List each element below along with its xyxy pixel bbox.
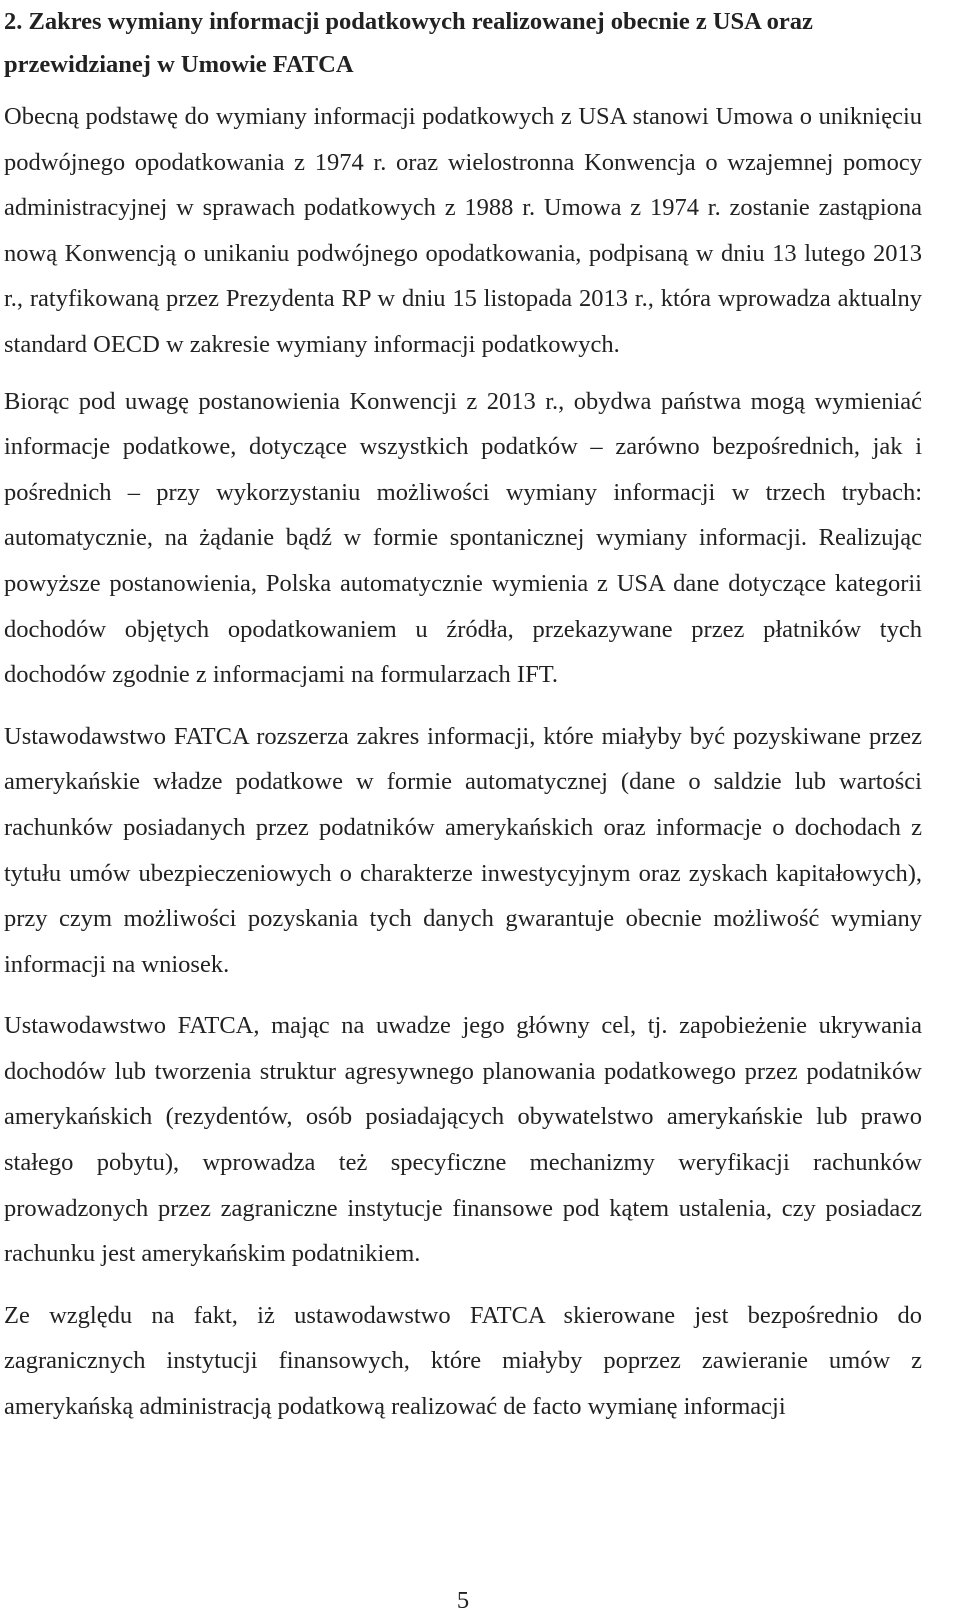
document-page [4, 0, 922, 1430]
paragraph-fatca-institutions: Ze względu na fakt, iż ustawodawstwo FATCA skierowane jest bezpośrednio do zagranicznych instytucji finansowych, które miałyby poprzez zawieranie umów z amerykańską administracją podatkową realizować de facto wymianę informacji [4, 1301, 922, 1421]
paragraph-fatca-scope: Ustawodawstwo FATCA rozszerza zakres informacji, które miałyby być pozyskiwane przez amerykańskie władze podatkowe w formie automatycznej (dane o saldzie lub wartości rachunków posiadanych przez podatników amerykańskich oraz informacje o dochodach z tytułu umów ubezpieczeniowych o charakterze inwestycyjnym oraz zyskach kapitałowych), przy czym możliwości pozyskania tych danych gwarantuje obecnie możliwość wymiany informacji na wniosek. [4, 722, 922, 978]
paragraph-convention-2013: Biorąc pod uwagę postanowienia Konwencji z 2013 r., obydwa państwa mogą wymieniać informacje podatkowe, dotyczące wszystkich podatków – zarówno bezpośrednich, jak i pośrednich – przy wykorzystaniu możliwości wymiany informacji w trzech trybach: automatycznie, na żądanie bądź w formie spontanicznej wymiany informacji. Realizując powyższe postanowienia, Polska automatycznie wymienia z USA dane dotyczące kategorii dochodów objętych opodatkowaniem u źródła, przekazywane przez płatników tych dochodów zgodnie z informacjami na formularzach IFT. [4, 387, 922, 689]
paragraph-legal-basis: Obecną podstawę do wymiany informacji podatkowych z USA stanowi Umowa o uniknięciu podwójnego opodatkowania z 1974 r. oraz wielostronna Konwencja o wzajemnej pomocy administracyjnej w sprawach podatkowych z 1988 r. Umowa z 1974 r. zostanie zastąpiona nową Konwencją o unikaniu podwójnego opodatkowania, podpisaną w dniu 13 lutego 2013 r., ratyfikowaną przez Prezydenta RP w dniu 15 listopada 2013 r., która wprowadza aktualny standard OECD w zakresie wymiany informacji podatkowych. [4, 103, 922, 358]
paragraph-fatca-goal: Ustawodawstwo FATCA, mając na uwadze jego główny cel, tj. zapobieżenie ukrywania dochodów lub tworzenia struktur agresywnego planowania podatkowego przez podatników amerykańskich (rezydentów, osób posiadających obywatelstwo amerykańskie lub prawo stałego pobytu), wprowadza też specyficzne mechanizmy weryfikacji rachunków prowadzonych przez zagraniczne instytucje finansowe pod kątem ustalenia, czy posiadacz rachunku jest amerykańskim podatnikiem. [4, 1012, 922, 1268]
section-heading: 2. Zakres wymiany informacji podatkowych realizowanej obecnie z USA oraz przewidzianej w Umowie FATCA [4, 8, 813, 78]
page-number: 5 [456, 1587, 470, 1614]
